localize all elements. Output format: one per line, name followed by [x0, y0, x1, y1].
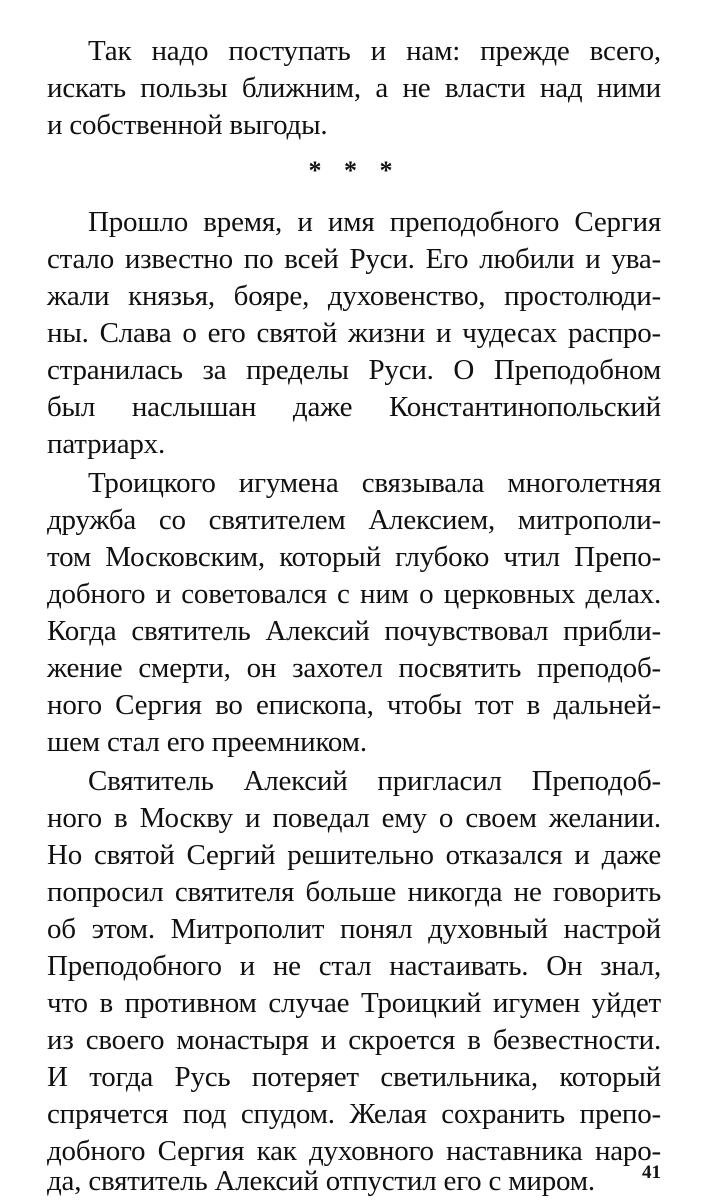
text-line: Преподобного и не стал настаивать. Он знал, [47, 950, 661, 982]
text-line: странилась за пределы Руси. О Преподобном [47, 354, 661, 386]
text-line: дружба со святителем Алексием, митрополи- [47, 504, 661, 536]
text-line: добного и советовался с ним о церковных делах. [47, 578, 661, 610]
text-line: да, святитель Алексий отпустил его с миром. [47, 1165, 595, 1197]
text-line: Когда святитель Алексий почувствовал прибли- [47, 615, 661, 647]
text-line: Прошло время, и имя преподобного Сергия [88, 206, 661, 238]
text-line: И тогда Русь потеряет светильника, который [47, 1061, 661, 1093]
text-line: был наслышан даже Константинопольский [47, 391, 661, 423]
text-line: и собственной выгоды. [47, 109, 328, 141]
text-line: искать пользы ближним, а не власти над ними [47, 72, 661, 104]
text-line: Но святой Сергий решительно отказался и даже [47, 839, 661, 871]
text-line: том Московским, который глубоко чтил Препо- [47, 541, 661, 573]
text-line: ного в Москву и поведал ему о своем желании. [47, 802, 661, 834]
section-separator: * * * [308, 156, 401, 185]
page-number: 41 [642, 1162, 661, 1183]
text-line: попросил святителя больше никогда не говорить [47, 876, 661, 908]
text-line: шем стал его преемником. [47, 726, 367, 758]
text-line: патриарх. [47, 428, 166, 460]
text-line: Так надо поступать и нам: прежде всего, [88, 35, 661, 67]
text-line: добного Сергия как духовного наставника наро- [47, 1135, 661, 1167]
text-line: Троицкого игумена связывала многолетняя [88, 467, 661, 499]
text-line: стало известно по всей Руси. Его любили и ува- [47, 243, 661, 275]
text-line: жение смерти, он захотел посвятить преподоб- [47, 652, 661, 684]
text-line: спрячется под спудом. Желая сохранить препо- [47, 1098, 661, 1130]
text-line: об этом. Митрополит понял духовный настрой [47, 913, 661, 945]
text-line: что в противном случае Троицкий игумен уйдет [47, 987, 661, 1019]
text-line: из своего монастыря и скроется в безвестности. [47, 1024, 661, 1056]
text-line: жали князья, бояре, духовенство, простолюди- [47, 280, 661, 312]
text-line: ны. Слава о его святой жизни и чудесах распро- [47, 317, 661, 349]
text-line: ного Сергия во епископа, чтобы тот в дальней- [47, 689, 661, 721]
text-line: Святитель Алексий пригласил Преподоб- [88, 765, 661, 797]
